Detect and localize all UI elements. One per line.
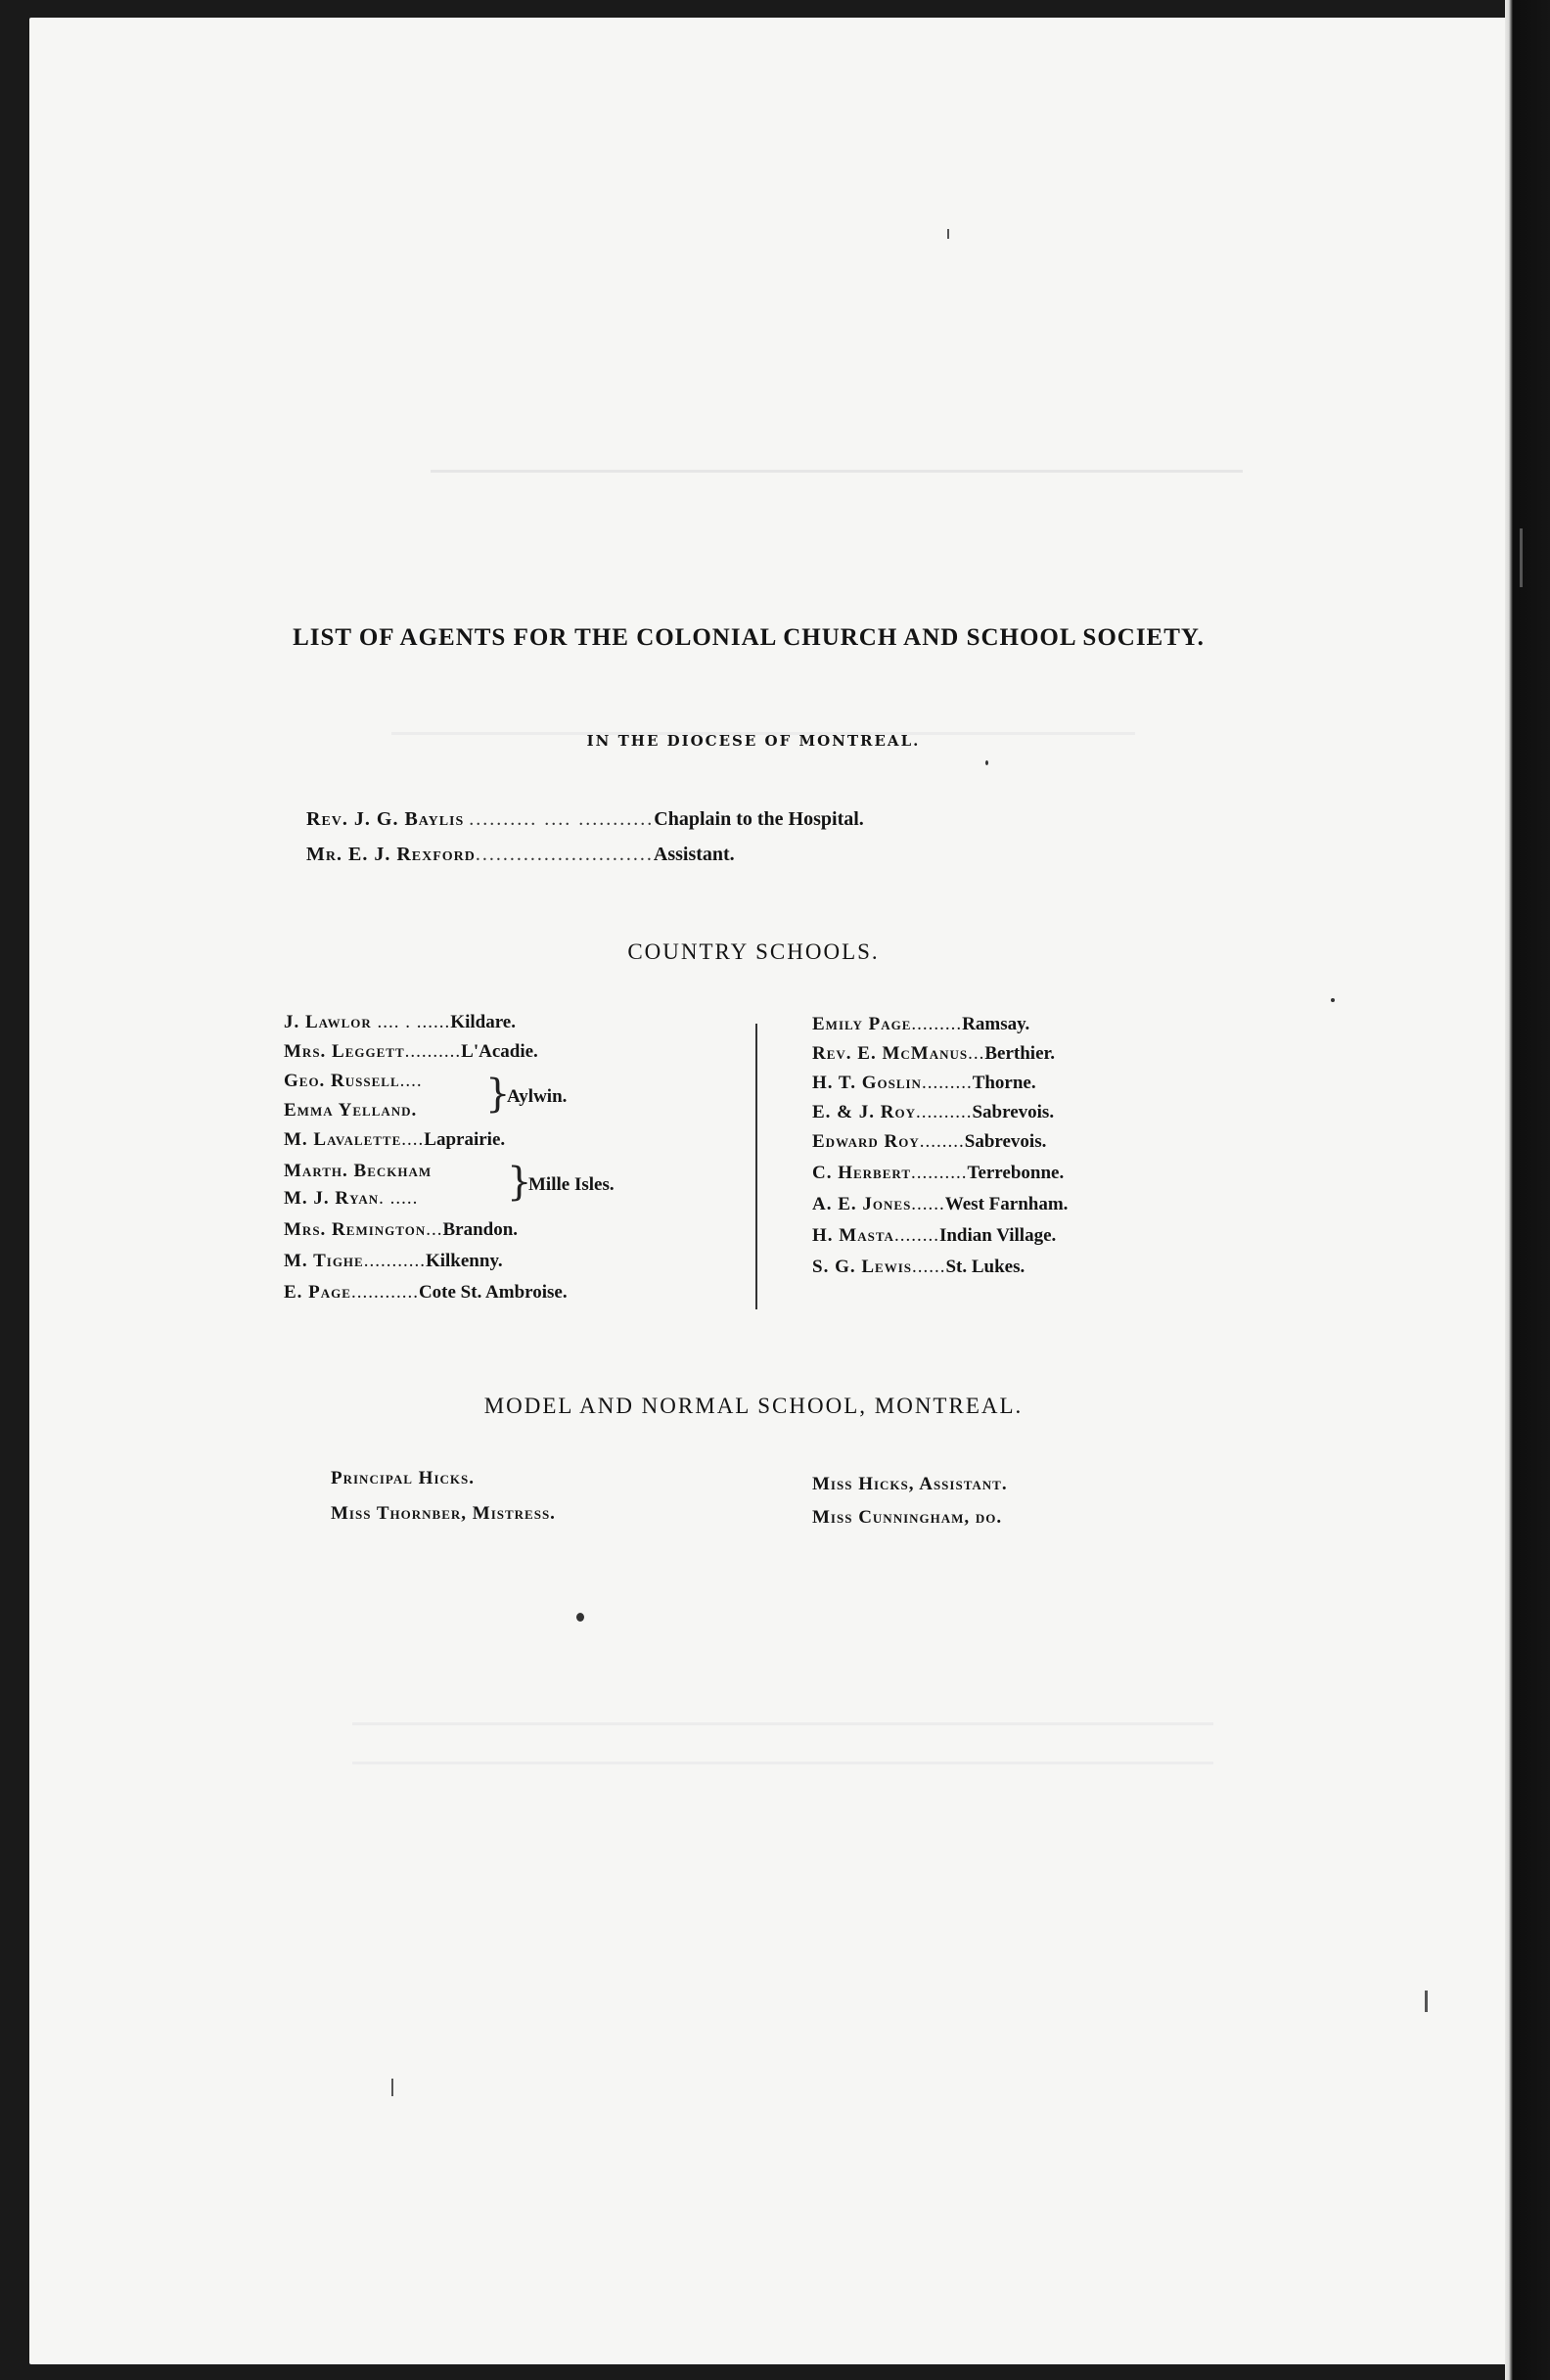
agent-name: E. Page — [284, 1282, 351, 1303]
scan-mark — [947, 229, 949, 239]
mille-isles-place: Mille Isles. — [528, 1174, 615, 1195]
school-place: West Farnham. — [944, 1194, 1069, 1214]
school-place: Brandon. — [442, 1219, 519, 1240]
agent-name: M. J. Ryan — [284, 1188, 380, 1209]
staff-name: Miss Hicks, Assistant. — [812, 1474, 1008, 1494]
agent-name: Geo. Russell — [284, 1071, 400, 1091]
country-school-entry: Mrs. Leggett..........L'Acadie. — [284, 1041, 538, 1062]
scan-mark — [391, 2079, 393, 2096]
agent-name: J. Lawlor — [284, 1012, 372, 1032]
brace-glyph: } — [507, 1160, 532, 1205]
school-place: St. Lukes. — [945, 1257, 1026, 1277]
country-school-entry: Geo. Russell.... — [284, 1071, 423, 1091]
school-place: Thorne. — [972, 1073, 1036, 1093]
school-place: Berthier. — [984, 1043, 1055, 1064]
ink-speck — [985, 760, 988, 765]
scan-mark — [1425, 1991, 1428, 2012]
assistant-leader: .......................... — [475, 844, 654, 865]
model-school-heading: MODEL AND NORMAL SCHOOL, MONTREAL. — [483, 1394, 1024, 1418]
country-school-entry — [284, 1161, 432, 1182]
column-divider — [755, 1024, 757, 1309]
bleed-through-line — [352, 1762, 1213, 1764]
staff-name: Principal Hicks. — [331, 1468, 475, 1488]
country-school-entry: Rev. E. McManus...Berthier. — [812, 1043, 1055, 1064]
document-page — [29, 18, 1507, 2364]
brace-glyph: } — [485, 1072, 511, 1117]
agent-name: M. Lavalette — [284, 1129, 402, 1150]
ink-speck — [576, 1613, 584, 1622]
country-school-entry: Edward Roy........Sabrevois. — [812, 1131, 1047, 1152]
school-place: Kildare. — [450, 1012, 516, 1032]
agent-name: Emily Page — [812, 1014, 912, 1034]
school-place: Terrebonne. — [967, 1163, 1065, 1183]
assistant-row — [306, 844, 735, 866]
country-school-entry: H. T. Goslin.........Thorne. — [812, 1073, 1036, 1093]
country-school-entry: M. Tighe...........Kilkenny. — [284, 1251, 503, 1271]
school-place: L'Acadie. — [461, 1041, 538, 1062]
agent-name: Mrs. Leggett — [284, 1041, 405, 1062]
agent-name: H. T. Goslin — [812, 1073, 922, 1093]
country-schools-heading: COUNTRY SCHOOLS. — [627, 939, 880, 964]
model-school-entry — [331, 1503, 556, 1525]
school-place: Sabrevois. — [964, 1131, 1047, 1152]
school-place: Laprairie. — [424, 1129, 506, 1150]
agent-name: A. E. Jones — [812, 1194, 912, 1214]
school-place: Cote St. Ambroise. — [418, 1282, 568, 1303]
country-school-entry: Mrs. Remington...Brandon. — [284, 1219, 519, 1240]
school-place: Indian Village. — [938, 1225, 1057, 1246]
country-school-entry — [284, 1100, 417, 1121]
agent-name: Rev. E. McManus — [812, 1043, 969, 1064]
chaplain-name: Rev. J. G. Baylis — [306, 808, 465, 830]
school-place: Kilkenny. — [425, 1251, 503, 1271]
country-school-entry: C. Herbert..........Terrebonne. — [812, 1163, 1065, 1183]
diocese-heading: IN THE DIOCESE OF MONTREAL. — [586, 732, 921, 750]
agent-name: Edward Roy — [812, 1131, 920, 1152]
agent-name: Mrs. Remington — [284, 1219, 427, 1240]
country-school-entry: S. G. Lewis......St. Lukes. — [812, 1257, 1026, 1277]
country-school-entry: M. J. Ryan. ..... — [284, 1188, 419, 1209]
bleed-through-line — [352, 1722, 1213, 1725]
assistant-role: Assistant. — [653, 844, 735, 865]
agent-name: H. Masta — [812, 1225, 894, 1246]
agent-name: E. & J. Roy — [812, 1102, 916, 1122]
country-school-entry: Emily Page.........Ramsay. — [812, 1014, 1030, 1034]
country-school-entry: E. Page............Cote St. Ambroise. — [284, 1282, 568, 1303]
country-school-entry: E. & J. Roy..........Sabrevois. — [812, 1102, 1055, 1122]
model-school-entry — [812, 1507, 1002, 1529]
agent-name: Marth. Beckham — [284, 1161, 433, 1181]
school-place: Ramsay. — [962, 1014, 1030, 1034]
country-school-entry: J. Lawlor .... . ......Kildare. — [284, 1012, 516, 1032]
agent-name: M. Tighe — [284, 1251, 364, 1271]
bleed-through-line — [431, 470, 1243, 473]
agent-name: Emma Yelland. — [284, 1100, 418, 1121]
school-place: Sabrevois. — [972, 1102, 1055, 1122]
chaplain-role: Chaplain to the Hospital. — [654, 808, 864, 830]
chaplain-leader: .......... .... ........... — [469, 808, 655, 830]
book-spine — [1505, 0, 1550, 2380]
model-school-entry — [331, 1468, 475, 1489]
assistant-name: Mr. E. J. Rexford — [306, 844, 476, 865]
agent-name: S. G. Lewis — [812, 1257, 912, 1277]
agent-name: C. Herbert — [812, 1163, 912, 1183]
country-school-entry: H. Masta........Indian Village. — [812, 1225, 1057, 1246]
model-school-entry — [812, 1474, 1008, 1495]
ink-speck — [1331, 998, 1335, 1002]
country-school-entry: A. E. Jones......West Farnham. — [812, 1194, 1069, 1214]
staff-name: Miss Thornber, Mistress. — [331, 1503, 556, 1524]
document-title: LIST OF AGENTS FOR THE COLONIAL CHURCH AND SCHOOL SOCIETY. — [293, 624, 1205, 651]
aylwin-place: Aylwin. — [507, 1086, 568, 1107]
chaplain-row — [306, 808, 864, 831]
scan-mark — [1520, 528, 1523, 587]
country-school-entry: M. Lavalette....Laprairie. — [284, 1129, 506, 1150]
staff-name: Miss Cunningham, do. — [812, 1507, 1003, 1528]
